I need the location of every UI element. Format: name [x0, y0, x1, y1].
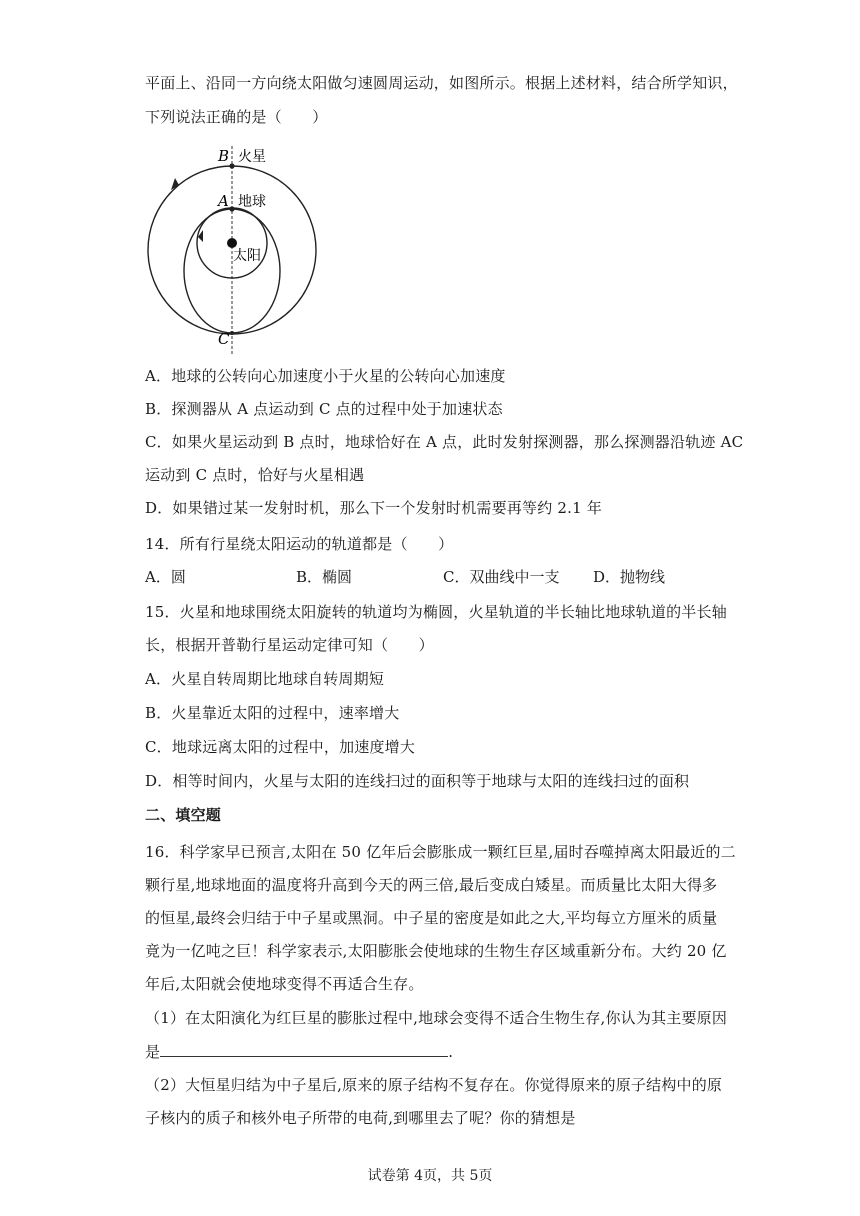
- q13-option-c-cont: 运动到 C 点时，恰好与火星相遇: [145, 466, 365, 484]
- q16-line-1: 16．科学家早已预言,太阳在 50 亿年后会膨胀成一颗红巨星,届时吞噬掉离太阳最近的二: [145, 843, 736, 861]
- q15-option-b: B．火星靠近太阳的过程中，速率增大: [145, 704, 400, 722]
- q16-line-5: 年后,太阳就会使地球变得不再适合生存。: [145, 975, 424, 993]
- q13-option-a: A．地球的公转向心加速度小于火星的公转向心加速度: [145, 367, 506, 385]
- section-title-fill-in: 二、填空题: [145, 806, 222, 824]
- sun-dot: [227, 238, 237, 248]
- intro-line-2: 下列说法正确的是（ ）: [145, 108, 328, 126]
- orbit-diagram: [140, 140, 330, 360]
- point-c: [230, 331, 234, 335]
- q16-sub2-line-1: （2）大恒星归结为中子星后,原来的原子结构不复存在。你觉得原来的原子结构中的原: [145, 1076, 723, 1094]
- q16-sub1-line-2: [145, 1042, 453, 1061]
- label-b: B: [218, 147, 230, 165]
- intro-line-1: 平面上、沿同一方向绕太阳做匀速圆周运动，如图所示。根据上述材料，结合所学知识，: [145, 74, 738, 92]
- q13-option-d: D．如果错过某一发射时机，那么下一个发射时机需要再等约 2.1 年: [145, 499, 603, 517]
- q15-option-c: C．地球远离太阳的过程中，加速度增大: [145, 738, 416, 756]
- q13-option-b: B．探测器从 A 点运动到 C 点的过程中处于加速状态: [145, 400, 503, 418]
- label-a: A: [218, 192, 229, 210]
- label-earth: 地球: [238, 194, 266, 210]
- q14-option-b: B．椭圆: [296, 568, 353, 586]
- q14-option-a: A．圆: [145, 568, 186, 586]
- label-mars: 火星: [238, 149, 266, 165]
- q16-sub1-line-1: （1）在太阳演化为红巨星的膨胀过程中,地球会变得不适合生物生存,你认为其主要原因: [145, 1009, 728, 1027]
- q14-option-d: D．抛物线: [593, 568, 666, 586]
- q15-stem-line-1: 15．火星和地球围绕太阳旋转的轨道均为椭圆，火星轨道的半长轴比地球轨道的半长轴: [145, 603, 727, 621]
- q16-line-4: 竟为一亿吨之巨！科学家表示,太阳膨胀会使地球的生物生存区域重新分布。大约 20 亿: [145, 942, 727, 960]
- q16-sub1-prefix: 是: [145, 1043, 161, 1061]
- q16-line-3: 的恒星,最终会归结于中子星或黑洞。中子星的密度是如此之大,平均每立方厘米的质量: [145, 909, 718, 927]
- q16-sub1-suffix: .: [448, 1043, 454, 1061]
- q15-option-a: A．火星自转周期比地球自转周期短: [145, 670, 385, 688]
- q15-stem-line-2: 长，根据开普勒行星运动定律可知（ ）: [145, 636, 434, 654]
- page-footer: 试卷第 4页，共 5页: [367, 1168, 493, 1184]
- q14-stem: 14．所有行星绕太阳运动的轨道都是（ ）: [145, 535, 454, 553]
- point-b: [229, 163, 234, 168]
- q14-option-c: C．双曲线中一支: [443, 568, 560, 586]
- q16-line-2: 颗行星,地球地面的温度将升高到今天的两三倍,最后变成白矮星。而质量比太阳大得多: [145, 876, 718, 894]
- q16-sub2-line-2: 子核内的质子和核外电子所带的电荷,到哪里去了呢？你的猜想是: [145, 1109, 576, 1127]
- answer-blank[interactable]: [160, 1042, 448, 1057]
- label-sun: 太阳: [233, 248, 261, 264]
- q15-option-d: D．相等时间内，火星与太阳的连线扫过的面积等于地球与太阳的连线扫过的面积: [145, 772, 690, 790]
- label-c: C: [218, 330, 230, 348]
- point-a: [229, 206, 234, 211]
- q13-option-c: C．如果火星运动到 B 点时，地球恰好在 A 点，此时发射探测器，那么探测器沿轨迹 AC: [145, 433, 744, 451]
